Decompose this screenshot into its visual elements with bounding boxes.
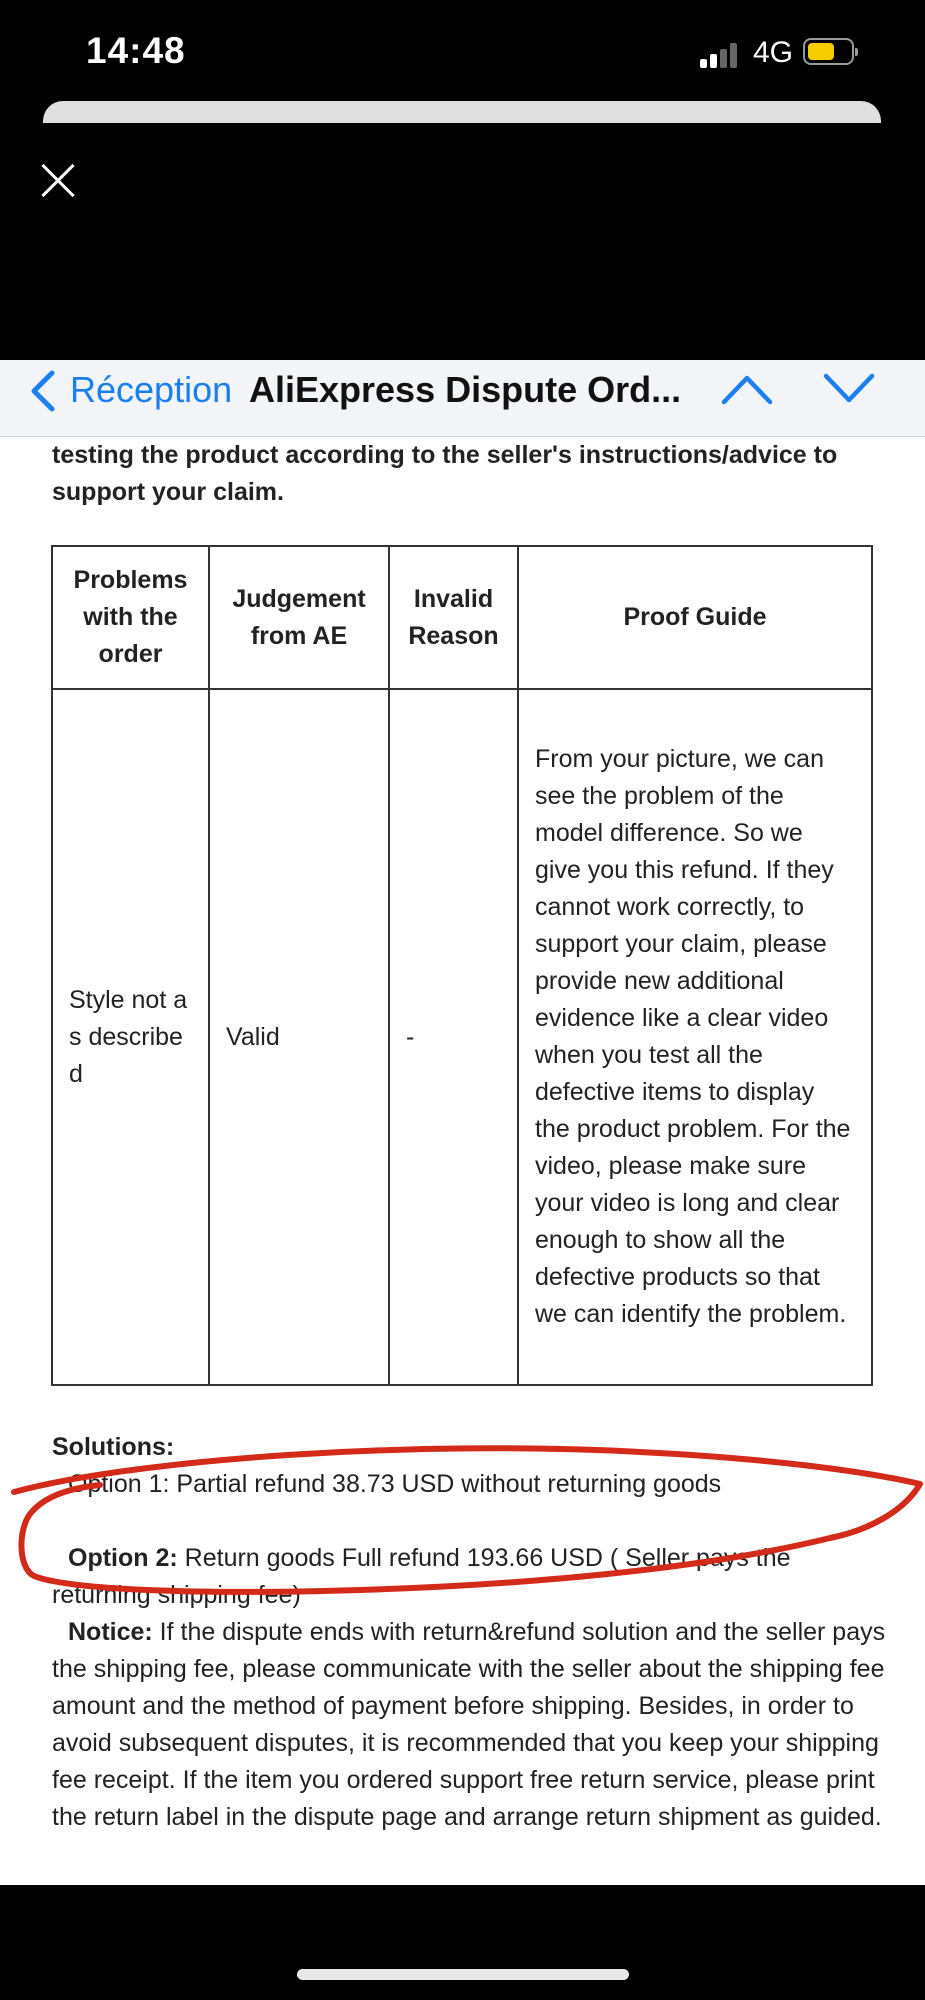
cell-problem: Style not as describe d: [52, 689, 209, 1385]
option-2-label: Option 2:: [68, 1544, 178, 1572]
intro-text: testing the product according to the seller's instructions/advice to support your claim.: [52, 441, 838, 506]
status-time: 14:48: [86, 30, 186, 71]
chevron-down-icon[interactable]: [822, 372, 876, 406]
close-icon[interactable]: [40, 162, 76, 198]
signal-icon: [700, 42, 740, 68]
notice: [52, 1614, 892, 1836]
notice-label: Notice:: [68, 1618, 153, 1646]
sheet-handle[interactable]: [43, 101, 881, 123]
table-header-row: [52, 546, 872, 689]
cell-invalid-reason: -: [389, 689, 518, 1385]
status-bar: [0, 0, 925, 105]
cell-judgement: Valid: [209, 689, 389, 1385]
network-type: 4G: [753, 36, 794, 69]
header-problems: Problems with the order: [52, 546, 209, 689]
back-button[interactable]: Réception: [70, 369, 233, 410]
table-row: [52, 689, 872, 1385]
email-body: [0, 437, 925, 1885]
notice-text: If the dispute ends with return&refund solution and the seller pays the shipping fee, please communicate with the seller about the shipping fee amount and the method of payment before shipping. Besides, in order to avoid subsequent disputes, it is recommended that you keep your shipping fee receipt. If the item you ordered support free return service, please print the return label in the dispute page and arrange return shipment as guided.: [52, 1618, 886, 1831]
chevron-up-icon[interactable]: [720, 372, 774, 406]
home-indicator[interactable]: [297, 1969, 629, 1980]
back-chevron-icon[interactable]: [28, 370, 60, 412]
solutions-section: [52, 1429, 892, 1836]
option-1: Option 1: Partial refund 38.73 USD without returning goods: [68, 1470, 722, 1498]
header-proof-guide: Proof Guide: [518, 546, 872, 689]
battery-icon: [803, 38, 854, 65]
dispute-table: [51, 545, 873, 1386]
solutions-heading: Solutions:: [52, 1433, 175, 1461]
option-2-text: Return goods Full refund 193.66 USD ( Seller pays the returning shipping fee): [52, 1544, 791, 1609]
header-judgement: Judgement from AE: [209, 546, 389, 689]
cell-proof-guide: From your picture, we can see the problem of the model difference. So we give you this refund. If they cannot work correctly, to support your claim, please provide new additional evidence like a clear video when you test all the defective items to display the product problem. For the video, please make sure your video is long and clear enough to show all the defective products so that we can identify the problem.: [518, 689, 872, 1385]
option-2: [52, 1540, 892, 1614]
mail-subject-title: AliExpress Dispute Ord...: [249, 369, 682, 410]
header-invalid-reason: Invalid Reason: [389, 546, 518, 689]
